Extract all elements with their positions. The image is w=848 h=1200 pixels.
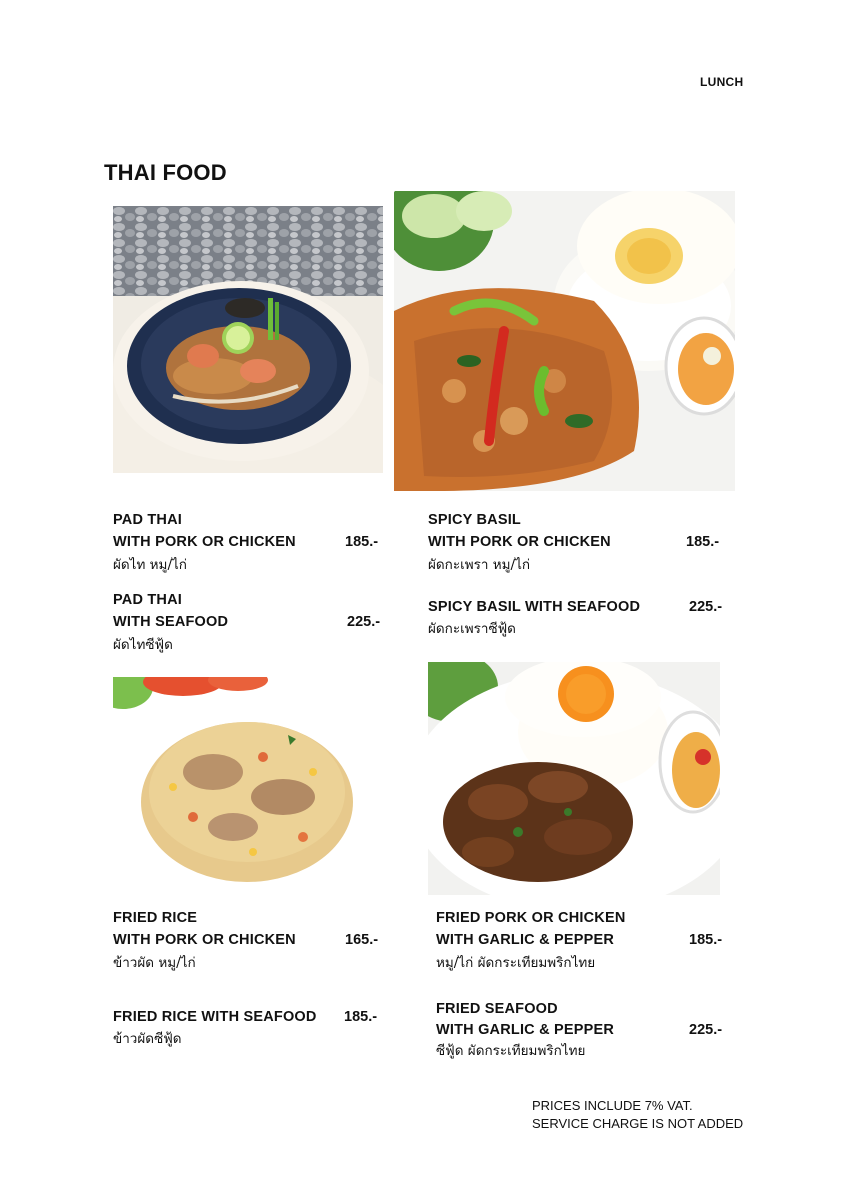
item-name: WITH PORK OR CHICKEN <box>428 534 611 550</box>
item-price: 185.- <box>345 534 379 550</box>
item-name: WITH GARLIC & PEPPER <box>436 932 615 948</box>
item-name: WITH SEAFOOD <box>113 614 229 630</box>
item-price: 185.- <box>689 932 723 948</box>
item-name: FRIED PORK OR CHICKEN <box>436 910 626 926</box>
price-note <box>532 1097 743 1133</box>
item-thai-name: ผัดไท หมู/ไก่ <box>113 557 187 573</box>
item-price: 185.- <box>686 534 720 550</box>
service-charge-note: SERVICE CHARGE IS NOT ADDED <box>532 1116 744 1131</box>
item-thai-name: ซีฟู้ด ผัดกระเทียมพริกไทย <box>436 1043 586 1059</box>
fried-rice-photo <box>113 677 382 889</box>
pad-thai-photo <box>113 206 383 473</box>
page-title: THAI FOOD <box>104 160 227 185</box>
item-thai-name: ข้าวผัดซีฟู้ด <box>113 1031 182 1047</box>
item-thai-name: ข้าวผัด หมู/ไก่ <box>113 955 196 971</box>
item-thai-name: ผัดไทซีฟู้ด <box>113 637 173 653</box>
item-name: FRIED RICE WITH SEAFOOD <box>113 1009 317 1025</box>
item-price: 225.- <box>689 1022 723 1038</box>
item-price: 185.- <box>344 1009 378 1025</box>
item-name: WITH PORK OR CHICKEN <box>113 932 296 948</box>
item-price: 165.- <box>345 932 379 948</box>
vat-note: PRICES INCLUDE 7% VAT. <box>532 1098 693 1113</box>
item-price: 225.- <box>347 614 381 630</box>
item-name: FRIED RICE <box>113 910 198 926</box>
item-name: WITH GARLIC & PEPPER <box>436 1022 615 1038</box>
spicy-basil-photo <box>394 191 735 491</box>
item-name: FRIED SEAFOOD <box>436 1001 558 1017</box>
item-name: PAD THAI <box>113 512 182 528</box>
item-price: 225.- <box>689 599 723 615</box>
item-thai-name: ผัดกะเพราซีฟู้ด <box>428 621 516 637</box>
item-name: PAD THAI <box>113 592 182 608</box>
menu-section-label: LUNCH <box>700 75 744 89</box>
item-thai-name: หมู/ไก่ ผัดกระเทียมพริกไทย <box>436 955 596 971</box>
item-name: SPICY BASIL <box>428 512 521 528</box>
garlic-pepper-photo <box>428 662 720 895</box>
item-name: SPICY BASIL WITH SEAFOOD <box>428 599 641 615</box>
item-thai-name: ผัดกะเพรา หมู/ไก่ <box>428 557 531 573</box>
item-name: WITH PORK OR CHICKEN <box>113 534 296 550</box>
